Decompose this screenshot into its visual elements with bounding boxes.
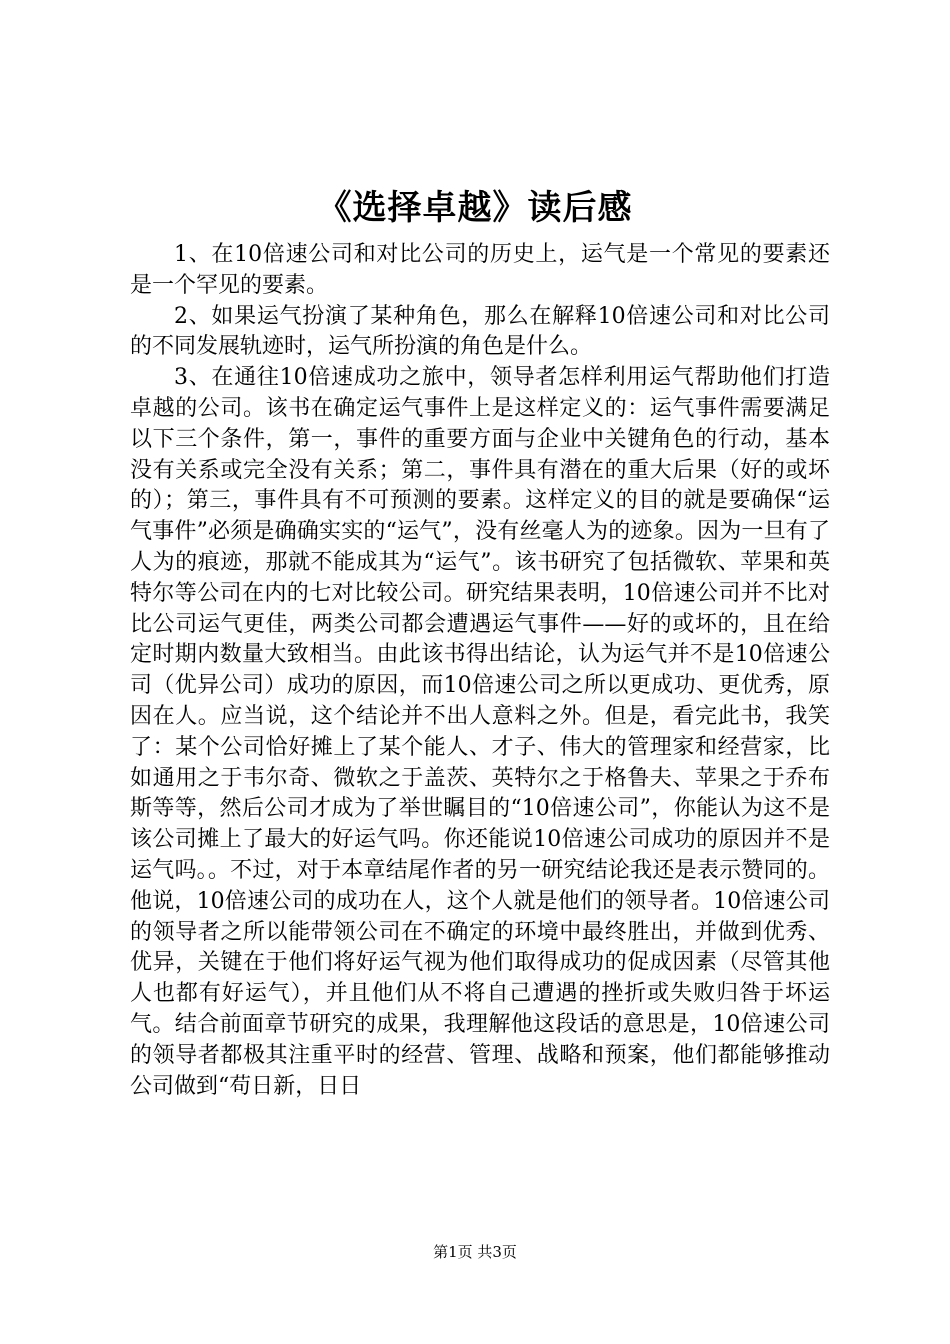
paragraph-2: 2、如果运气扮演了某种角色，那么在解释10倍速公司和对比公司的不同发展轨迹时，运气所扮演的角色是什么。 [130, 303, 830, 360]
paragraph-3: 3、在通往10倍速成功之旅中，领导者怎样利用运气帮助他们打造卓越的公司。该书在确定运气事件上是这样定义的：运气事件需要满足以下三个条件，第一，事件的重要方面与企业中关键角色的行动，基本没有关系或完全没有关系；第二，事件具有潜在的重大后果（好的或坏的）；第三，事件具有不可预测的要素。这样定义的目的就是要确保“运气事件”必须是确确实实的“运气”，没有丝毫人为的迹象。因为一旦有了人为的痕迹，那就不能成其为“运气”。该书研究了包括微软、苹果和英特尔等公司在内的七对比较公司。研究结果表明，10倍速公司并不比对比公司运气更佳，两类公司都会遭遇运气事件——好的或坏的，且在给定时期内数量大致相当。由此该书得出结论，认为运气并不是10倍速公司（优异公司）成功的原因，而10倍速公司之所以更成功、更优秀，原因在人。应当说，这个结论并不出人意料之外。但是，看完此书，我笑了：某个公司恰好摊上了某个能人、才子、伟大的管理家和经营家，比如通用之于韦尔奇、微软之于盖茨、英特尔之于格鲁夫、苹果之于乔布斯等等，然后公司才成为了举世瞩目的“10倍速公司”，你能认为这不是该公司摊上了最大的好运气吗。你还能说10倍速公司成功的原因并不是运气吗。。不过，对于本章结尾作者的另一研究结论我还是表示赞同的。他说，10倍速公司的成功在人，这个人就是他们的领导者。10倍速公司的领导者之所以能带领公司在不确定的环境中最终胜出，并做到优秀、优异，关键在于他们将好运气视为他们取得成功的促成因素（尽管其他人也都有好运气），并且他们从不将自己遭遇的挫折或失败归咎于坏运气。结合前面章节研究的成果，我理解他这段话的意思是，10倍速公司的领导者都极其注重平时的经营、管理、战略和预案，他们都能够推动公司做到“苟日新，日日 [130, 365, 830, 1099]
page-number: 第1页 共3页 [433, 1243, 517, 1261]
document-title: 《选择卓越》读后感 [317, 188, 633, 228]
document-body [130, 240, 830, 1102]
paragraph-1: 1、在10倍速公司和对比公司的历史上，运气是一个常见的要素还是一个罕见的要素。 [130, 242, 830, 298]
